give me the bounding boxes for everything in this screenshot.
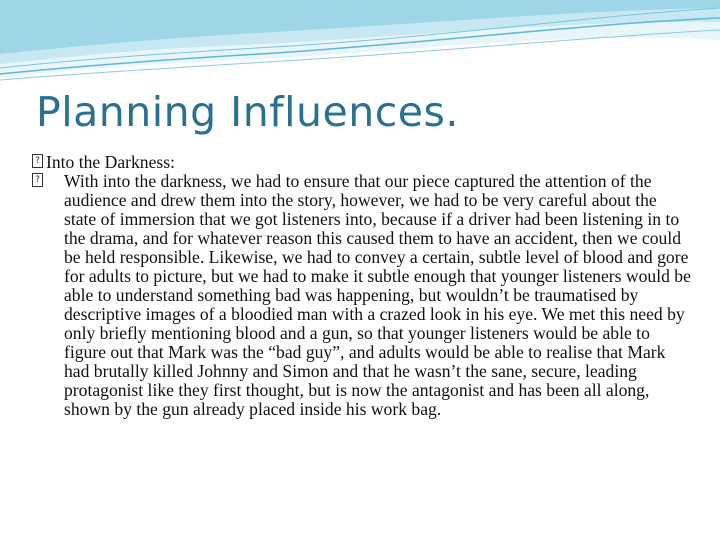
bullet-item	[32, 172, 692, 419]
header-wave-decoration	[0, 0, 720, 90]
slide-title: Planning Influences.	[36, 88, 459, 136]
bullet-paragraph: With into the darkness, we had to ensure that our piece captured the attention of the audience and drew them into the story, however, we had to be very careful about the state of immersion that we got listeners into, because if a driver had been listening in to the drama, and for whatever reason this caused them to have an accident, then we could be held responsible. Likewise, we had to convey a certain, subtle level of blood and gore for adults to picture, but we had to make it subtle enough that younger listeners would be able to understand something bad was happening, but wouldn’t be traumatised by descriptive images of a bloodied man with a crazed look in his eye. We met this need by only briefly mentioning blood and a gun, so that younger listeners would be able to figure out that Mark was the “bad guy”, and adults would be able to realise that Mark had brutally killed Johnny and Simon and that he wasn’t the sane, secure, leading protagonist like they first thought, but is now the antagonist and has been all along, shown by the gun already placed inside his work bag.	[64, 171, 691, 419]
bullet-marker-icon: ?	[32, 154, 43, 168]
bullet-list	[32, 153, 692, 419]
bullet-marker-icon: ?	[32, 173, 43, 187]
bullet-item	[32, 153, 692, 172]
bullet-heading: Into the Darkness:	[46, 152, 175, 172]
